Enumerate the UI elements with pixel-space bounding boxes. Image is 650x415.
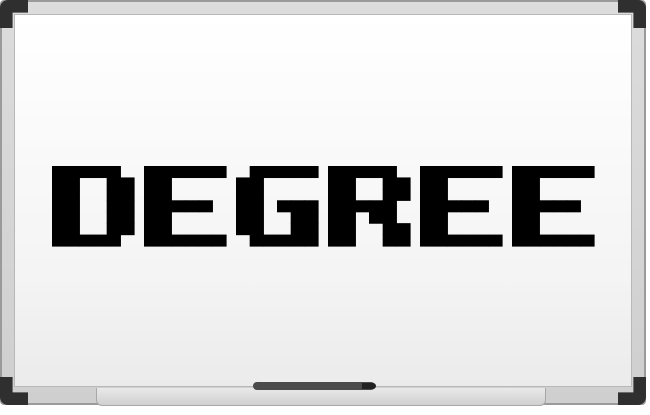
letter-g-2: [236, 166, 319, 247]
pixel-letters: [52, 166, 595, 247]
letter-r-3: [328, 166, 411, 247]
letter-e-5: [512, 166, 595, 247]
letter-e-1: [144, 166, 227, 247]
letter-d-0: [52, 166, 135, 247]
letter-e-4: [420, 166, 503, 247]
